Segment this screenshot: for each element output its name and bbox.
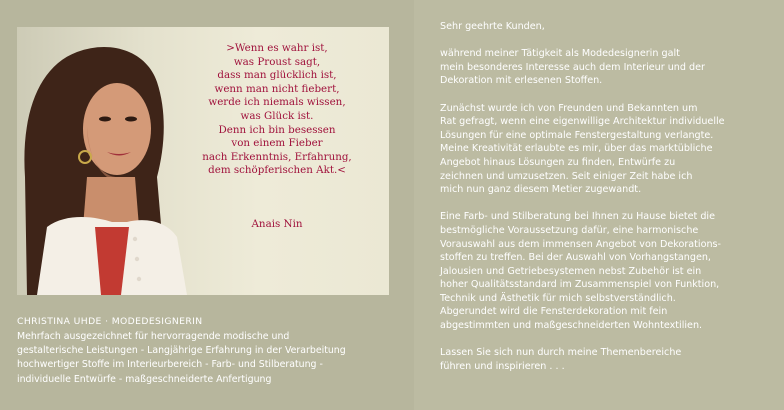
letter-line: Vorauswahl aus dem immensen Angebot von Dekorations-: [440, 238, 721, 250]
quote-line: dem schöpferischen Akt.<: [208, 164, 346, 177]
letter-line: Meine Kreativität erlaubte es mir, über das marktübliche: [440, 143, 713, 155]
quote-line: >Wenn es wahr ist,: [226, 42, 328, 54]
letter-line: Technik und Ästhetik für mich selbstverständlich.: [440, 292, 676, 304]
designer-description: [17, 330, 346, 387]
button-2: [135, 257, 139, 261]
letter-line: Eine Farb- und Stilberatung bei Ihnen zu Hause bietet die: [440, 211, 715, 223]
letter-greeting: Sehr geehrte Kunden,: [440, 21, 545, 32]
portrait-photo: [17, 27, 389, 295]
face-shape: [83, 83, 151, 175]
letter-line: abgestimmten und maßgeschneiderten Wohntextilien.: [440, 320, 703, 332]
quote-author: Anais Nin: [251, 218, 303, 230]
letter-line: stoffen zu treffen. Bei der Auswahl von Vorhangstangen,: [440, 252, 711, 264]
letter-paragraph-1: [440, 47, 770, 88]
letter-line: mich nun ganz diesem Metier zugewandt.: [440, 184, 642, 196]
letter-line: zeichnen und umzusetzen. Seit einiger Zeit habe ich: [440, 170, 693, 182]
quote-line: von einem Fieber: [231, 137, 323, 150]
quote-line: Denn ich bin besessen: [218, 123, 336, 136]
letter-line: Abgerundet wird die Fensterdekoration mit fein: [440, 306, 668, 318]
letter-paragraph-3: [440, 210, 770, 332]
letter-line: Zunächst wurde ich von Freunden und Bekannten um: [440, 102, 698, 114]
description-line: individuelle Entwürfe - maßgeschneiderte Anfertigung: [17, 373, 272, 385]
button-1: [133, 237, 137, 241]
quote-line: werde ich niemals wissen,: [208, 96, 346, 109]
quote-block: [177, 42, 377, 178]
quote-line: nach Erkenntnis, Erfahrung,: [202, 150, 352, 163]
right-panel: [414, 0, 784, 410]
quote-line: was Proust sagt,: [233, 55, 321, 68]
quote-line: wenn man nicht fiebert,: [214, 82, 340, 95]
eye-right: [125, 117, 137, 122]
letter-line: Dekoration mit erlesenen Stoffen.: [440, 75, 603, 87]
description-line: hochwertiger Stoffe im Interieurbereich - Farb- und Stilberatung -: [17, 359, 323, 371]
quote-line: was Glück ist.: [240, 109, 314, 122]
letter-line: Rat gefragt, wenn eine eigenwillige Architektur individuelle: [440, 116, 725, 128]
letter-line: mein besonderes Interesse auch dem Interieur und der: [440, 61, 705, 73]
letter-line: hoher Qualitätsstandard im Zusammenspiel von Funktion,: [440, 279, 720, 291]
quote-line: dass man glücklich ist,: [217, 69, 337, 82]
letter-line: während meiner Tätigkeit als Modedesignerin galt: [440, 48, 680, 60]
letter-paragraph-2: [440, 102, 770, 197]
letter-line: Lassen Sie sich nun durch meine Themenbereiche: [440, 347, 682, 359]
eye-left: [99, 117, 111, 122]
description-line: Mehrfach ausgezeichnet für hervorragende modische und: [17, 331, 290, 342]
letter-line: Angebot hinaus Lösungen zu finden, Entwürfe zu: [440, 156, 676, 168]
letter-text: [440, 20, 770, 387]
description-line: gestalterische Leistungen - Langjährige Erfahrung in der Verarbeitung: [17, 345, 346, 357]
letter-line: Lösungen für eine optimale Fenstergestaltung verlangte.: [440, 129, 714, 141]
letter-line: Jalousien und Getriebesystemen nebst Zubehör ist ein: [440, 265, 702, 277]
letter-line: bestmögliche Voraussetzung dafür, eine harmonische: [440, 224, 699, 236]
letter-paragraph-4: [440, 346, 770, 373]
letter-line: führen und inspirieren . . .: [440, 360, 565, 372]
designer-name: CHRISTINA UHDE · MODEDESIGNERIN: [17, 316, 203, 327]
button-3: [137, 277, 141, 281]
